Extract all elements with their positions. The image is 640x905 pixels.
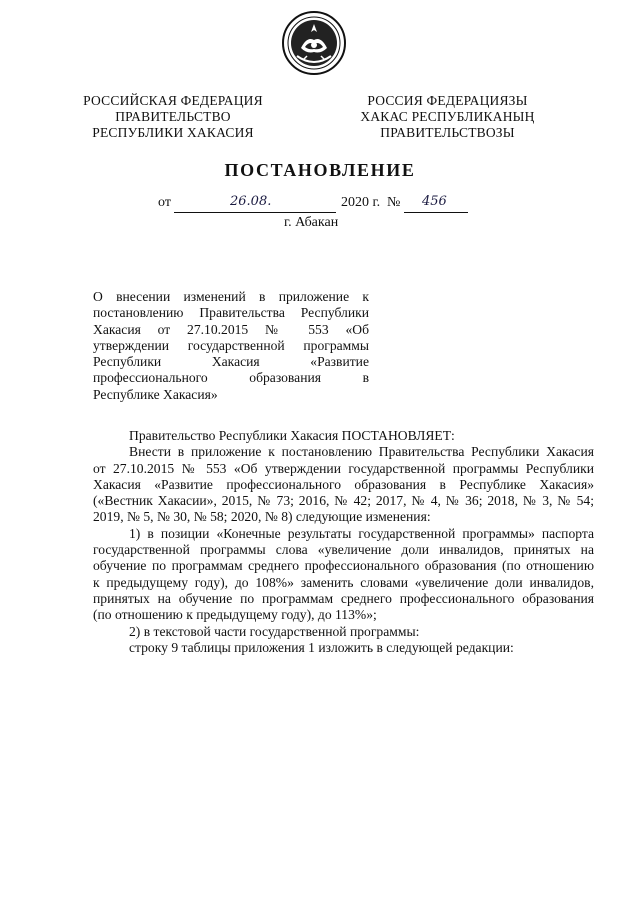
subject-line: профессионального образования в bbox=[93, 370, 369, 386]
body-line: 2) в текстовой части государственной программы: bbox=[129, 623, 420, 639]
body-line: принятых на обучение по программам среднего профессионального образования bbox=[93, 590, 594, 606]
body-line: от 27.10.2015 № 553 «Об утверждении государственной программы Республики bbox=[93, 460, 594, 476]
subject-line: утверждении государственной программы bbox=[93, 337, 369, 353]
body-line: 1) в позиции «Конечные результаты государственной программы» паспорта bbox=[129, 525, 594, 541]
subject-line: Хакасия от 27.10.2015 № 553 «Об bbox=[93, 321, 369, 337]
document-title: ПОСТАНОВЛЕНИЕ bbox=[224, 160, 416, 180]
khakassia-coat-of-arms-icon bbox=[281, 10, 347, 76]
subject-line: О внесении изменений в приложение к bbox=[93, 289, 369, 304]
subject-line: Республике Хакасия» bbox=[93, 386, 218, 402]
header-left-line: РОССИЙСКАЯ ФЕДЕРАЦИЯ bbox=[83, 93, 263, 108]
body-line: государственной программы слова «увеличение доли инвалидов, принятых на bbox=[93, 542, 594, 558]
header-right-line: ПРАВИТЕЛЬСТВОЗЫ bbox=[380, 125, 515, 140]
subject-line: Республики Хакасия «Развитие bbox=[93, 354, 369, 370]
body-line: («Вестник Хакасии», 2015, № 73; 2016, № 42; 2017, № 4, № 36; 2018, № 3, № 54; bbox=[93, 493, 594, 509]
body-line: Правительство Республики Хакасия ПОСТАНОВЛЯЕТ: bbox=[129, 428, 455, 443]
handwritten-number: 456 bbox=[422, 194, 447, 209]
from-label: от bbox=[158, 195, 171, 210]
body-line: 2019, № 5, № 30, № 58; 2020, № 8) следующие изменения: bbox=[93, 509, 431, 525]
date-underline bbox=[174, 212, 336, 213]
body-line: Хакасия «Развитие профессионального образования в Республике Хакасия» bbox=[93, 476, 594, 492]
header-left-line: ПРАВИТЕЛЬСТВО bbox=[115, 109, 231, 124]
body-text bbox=[93, 428, 594, 656]
body-line: обучение по программам среднего профессионального образования (по отношению bbox=[93, 558, 594, 574]
body-line: строку 9 таблицы приложения 1 изложить в следующей редакции: bbox=[129, 639, 514, 655]
header-right-line: ХАКАС РЕСПУБЛИКАНЫҢ bbox=[360, 109, 535, 124]
subject-line: постановлению Правительства Республики bbox=[93, 305, 369, 321]
number-underline bbox=[404, 212, 468, 213]
header-left-line: РЕСПУБЛИКИ ХАКАСИЯ bbox=[92, 125, 254, 140]
header-right-khakas bbox=[340, 93, 555, 141]
subject-block bbox=[93, 289, 369, 403]
handwritten-date: 26.08. bbox=[230, 194, 272, 209]
header-left-russian bbox=[78, 93, 268, 141]
body-line: к предыдущему году), до 108%» заменить словами «увеличение доли инвалидов, bbox=[93, 574, 594, 590]
body-line: (по отношению к предыдущему году), до 113%»; bbox=[93, 607, 377, 623]
body-line: Внести в приложение к постановлению Правительства Республики Хакасия bbox=[129, 444, 594, 460]
city-label: г. Абакан bbox=[284, 215, 339, 230]
header-right-line: РОССИЯ ФЕДЕРАЦИЯЗЫ bbox=[367, 93, 528, 108]
number-label: № bbox=[387, 195, 401, 210]
year-label: 2020 г. bbox=[341, 195, 381, 210]
